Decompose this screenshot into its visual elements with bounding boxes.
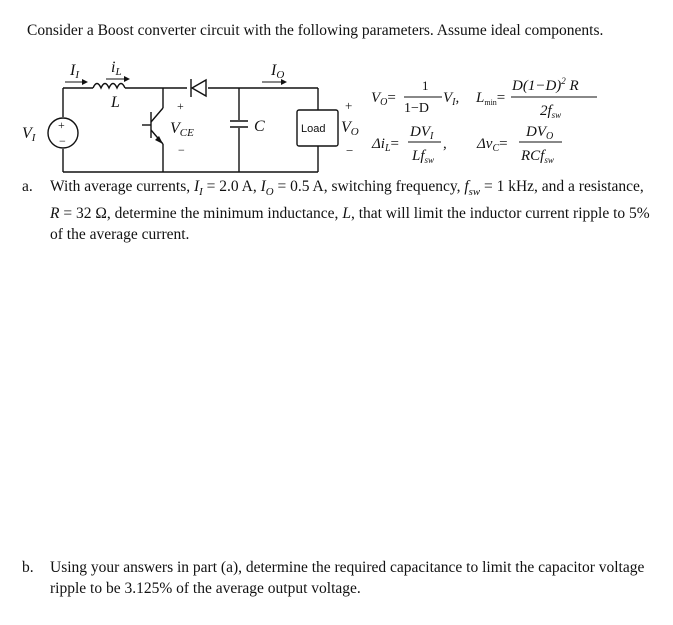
svg-text:ΔiL=: $\Delta i_L=$ [372,136,400,154]
question-a-text: With average currents, $I_I = 2.0$ A, $I_O = 0.5$ A, switching frequency, $f_{sw} = 1$ kHz, and a resistance, R = 32 Ω, determine the minimum inductance, L, that will limit the inductor current ripple to 5% of the average current. [50,178,650,244]
svg-text:VO=: $V_O=$ [371,90,396,108]
vo-minus: − [346,143,354,158]
load-label: Load [301,123,326,135]
capacitor-ripple-formula [476,124,562,165]
svg-text:VI,: $V_I$, [443,90,460,108]
question-a [22,176,652,245]
source-plus: + [58,118,65,132]
vce-label: VCE [170,120,194,139]
svg-text:RCfsw: RCf$_{sw}$ [521,148,554,165]
boost-converter-circuit [0,50,673,175]
source-minus: − [59,134,66,148]
input-current-label: II [70,62,79,81]
vce-minus: − [178,143,185,157]
inductor-ripple-formula [371,124,447,165]
svg-text:DVI: $DV_I$ [410,124,434,142]
question-b-label: b. [22,559,34,576]
diode [191,79,206,97]
svg-text:ΔvC=: $\Delta v_C=$ [477,136,508,154]
problem-intro: Consider a Boost converter circuit with the following parameters. Assume ideal components. [27,22,604,39]
svg-text:1−D: 1−D [404,101,430,116]
inductor-label: L [111,94,120,111]
svg-text:,: , [443,136,447,152]
question-b [22,557,652,599]
capacitor-label: C [254,118,265,135]
min-inductance-formula [475,76,597,120]
svg-text:DVO: $DV_O$ [526,124,554,142]
vo-plus: + [345,98,353,113]
svg-text:2fsw: $2f_{sw}$ [540,103,562,120]
svg-text:D(1−D)2 R: $D(1-D)^2$ R [512,76,579,94]
svg-text:Lmin=: $L_{min}=$ [476,90,506,107]
output-voltage-label: VO [341,119,359,138]
source-label: VI [22,125,36,144]
question-a-label: a. [22,178,33,195]
question-b-text: Using your answers in part (a), determine the required capacitance to limit the capacitor voltage ripple to be 3.125% of the average output voltage. [50,559,645,597]
output-current-label: IO [271,62,285,81]
inductor-current-label: iL [111,59,122,78]
vce-plus: + [177,99,184,113]
svg-text:1: 1 [422,78,429,93]
svg-text:Lfsw: $Lf_{sw}$ [412,148,435,165]
output-voltage-formula [371,78,459,116]
inductor-coil [93,84,125,89]
